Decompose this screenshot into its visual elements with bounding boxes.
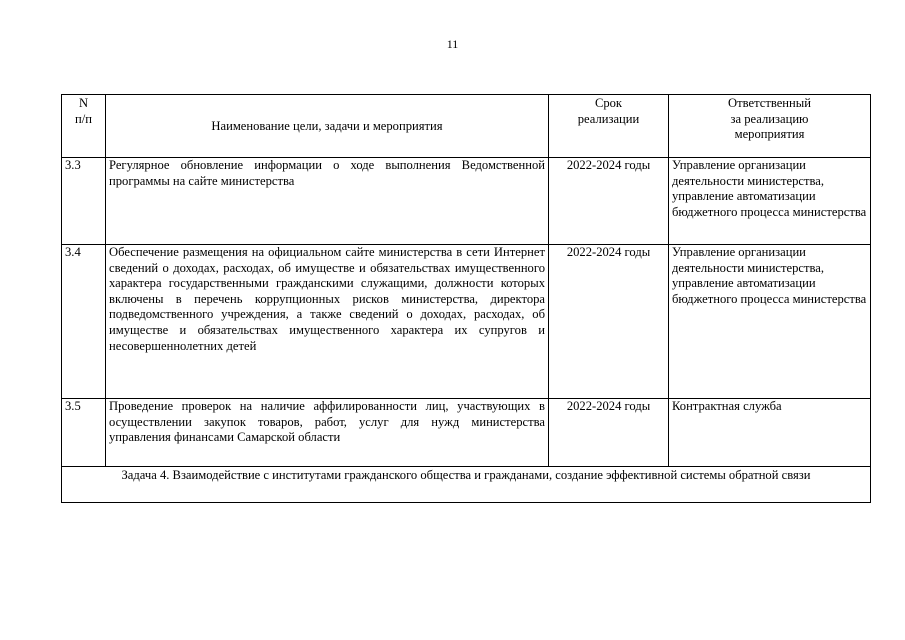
header-responsible-line1: Ответственный bbox=[728, 96, 811, 110]
row-number: 3.3 bbox=[62, 158, 106, 245]
row-responsible: Управление организации деятельности министерства, управление автоматизации бюджетного процесса министерства bbox=[669, 245, 871, 399]
header-responsible-line2: за реализацию bbox=[730, 111, 809, 126]
row-term: 2022-2024 годы bbox=[549, 245, 669, 399]
row-number: 3.4 bbox=[62, 245, 106, 399]
table-row bbox=[62, 399, 871, 467]
page-number: 11 bbox=[446, 37, 459, 51]
header-number-line1: N bbox=[78, 96, 89, 110]
header-name: Наименование цели, задачи и мероприятия bbox=[106, 95, 549, 158]
row-name: Регулярное обновление информации о ходе выполнения Ведомственной программы на сайте министерства bbox=[106, 158, 549, 245]
task-row bbox=[62, 467, 871, 503]
header-term-line1: Срок bbox=[594, 96, 623, 110]
row-responsible: Управление организации деятельности министерства, управление автоматизации бюджетного процесса министерства bbox=[669, 158, 871, 245]
header-term bbox=[549, 95, 669, 158]
task-heading: Задача 4. Взаимодействие с институтами гражданского общества и гражданами, создание эффективной системы обратной связи bbox=[62, 467, 871, 503]
header-term-line2: реализации bbox=[577, 111, 640, 126]
header-number bbox=[62, 95, 106, 158]
header-responsible bbox=[669, 95, 871, 158]
row-name: Проведение проверок на наличие аффилированности лиц, участвующих в осуществлении закупок товаров, работ, услуг для нужд министерства управления финансами Самарской области bbox=[106, 399, 549, 467]
row-term: 2022-2024 годы bbox=[549, 158, 669, 245]
row-responsible: Контрактная служба bbox=[669, 399, 871, 467]
row-name: Обеспечение размещения на официальном сайте министерства в сети Интернет сведений о доходах, расходах, об имуществе и обязательствах имущественного характера государственными гражданскими служащими, должности которых включены в перечень коррупционных рисков министерства, директора подведомственного учреждения, а также сведений о доходах, расходах, об имуществе и обязательствах имущественного характера их супругов и несовершеннолетних детей bbox=[106, 245, 549, 399]
row-number: 3.5 bbox=[62, 399, 106, 467]
row-term: 2022-2024 годы bbox=[549, 399, 669, 467]
table-row bbox=[62, 245, 871, 399]
table-header-row bbox=[62, 95, 871, 158]
table-row bbox=[62, 158, 871, 245]
header-number-line2: п/п bbox=[75, 111, 92, 126]
header-responsible-line3: мероприятия bbox=[734, 127, 805, 142]
measures-table bbox=[61, 94, 871, 503]
